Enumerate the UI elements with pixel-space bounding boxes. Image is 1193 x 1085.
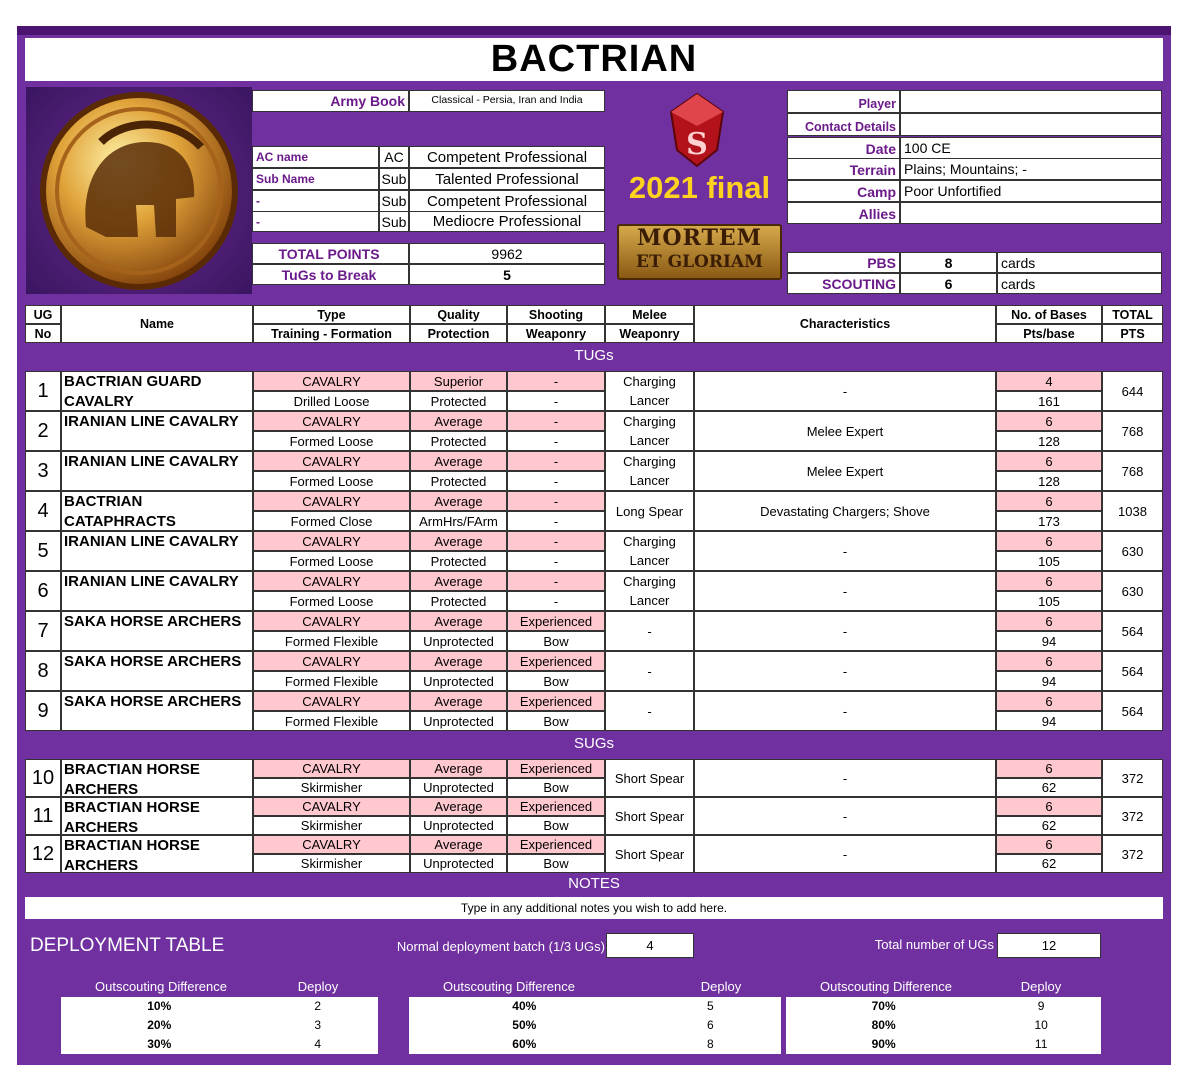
unit-row[interactable] <box>17 411 1171 451</box>
name-header: Name <box>61 305 253 343</box>
unit-shooting: - <box>507 571 605 591</box>
deploy-label: Deploy <box>700 979 742 994</box>
unit-melee: Charging Lancer <box>605 571 694 611</box>
unit-melee: Long Spear <box>605 491 694 531</box>
unit-quality: Average <box>410 691 507 711</box>
unit-training: Skirmisher <box>253 816 410 835</box>
unit-quality: Average <box>410 411 507 431</box>
unit-melee: - <box>605 651 694 691</box>
info-label: Contact Details <box>787 113 900 136</box>
general-code: AC <box>379 146 409 168</box>
unit-protection: ArmHrs/FArm <box>410 511 507 531</box>
ug-subheader: No <box>25 324 61 343</box>
unit-training: Skirmisher <box>253 778 410 797</box>
deployment-table <box>786 997 1101 1054</box>
logo-year: 2021 final <box>628 170 771 205</box>
unit-quality: Average <box>410 491 507 511</box>
army-title: BACTRIAN <box>490 38 698 80</box>
scouting-unit: cards <box>997 273 1162 294</box>
shooting-subheader: Weaponry <box>507 324 605 343</box>
melee-subheader: Weaponry <box>605 324 694 343</box>
info-label: Terrain <box>787 158 900 180</box>
unit-name: BACTRIAN CATAPHRACTS <box>61 491 253 531</box>
unit-name: IRANIAN LINE CAVALRY <box>61 411 253 451</box>
unit-total-pts: 630 <box>1102 531 1163 571</box>
unit-row[interactable] <box>17 691 1171 731</box>
unit-bases: 4 <box>996 371 1102 391</box>
ug-number: 11 <box>25 797 61 835</box>
unit-characteristics: - <box>694 651 996 691</box>
unit-type: CAVALRY <box>253 797 410 816</box>
unit-quality: Average <box>410 835 507 854</box>
unit-melee: Short Spear <box>605 759 694 797</box>
unit-melee: Short Spear <box>605 835 694 873</box>
unit-shooting: Experienced <box>507 651 605 671</box>
unit-protection: Unprotected <box>410 631 507 651</box>
unit-melee: - <box>605 691 694 731</box>
unit-type: CAVALRY <box>253 371 410 391</box>
unit-quality: Superior <box>410 371 507 391</box>
deployment-title: DEPLOYMENT TABLE <box>30 935 225 956</box>
outscouting-diff: 70% <box>871 999 896 1013</box>
unit-row[interactable] <box>17 651 1171 691</box>
unit-type: CAVALRY <box>253 651 410 671</box>
unit-bases: 6 <box>996 797 1102 816</box>
batch-label: Normal deployment batch (1/3 UGs) <box>396 939 605 954</box>
unit-shooting: - <box>507 451 605 471</box>
unit-type: CAVALRY <box>253 411 410 431</box>
unit-pts-per-base: 62 <box>996 854 1102 873</box>
unit-melee: Charging Lancer <box>605 411 694 451</box>
outscouting-diff: 20% <box>147 1018 172 1032</box>
deploy-count: 4 <box>314 1037 322 1051</box>
unit-characteristics: - <box>694 611 996 651</box>
info-label: Allies <box>787 202 900 224</box>
unit-type: CAVALRY <box>253 531 410 551</box>
unit-total-pts: 644 <box>1102 371 1163 411</box>
mortem-logo <box>612 90 787 285</box>
unit-shooting: Experienced <box>507 835 605 854</box>
deploy-count: 11 <box>1034 1037 1048 1051</box>
unit-pts-per-base: 173 <box>996 511 1102 531</box>
unit-total-pts: 768 <box>1102 451 1163 491</box>
unit-type: CAVALRY <box>253 835 410 854</box>
unit-bases: 6 <box>996 835 1102 854</box>
deploy-count: 3 <box>314 1018 322 1032</box>
info-label: Camp <box>787 180 900 202</box>
unit-row[interactable] <box>17 531 1171 571</box>
svg-text:S: S <box>686 127 708 162</box>
info-label: Player <box>787 90 900 113</box>
unit-pts-per-base: 128 <box>996 431 1102 451</box>
ug-number: 7 <box>25 611 61 651</box>
unit-melee: Charging Lancer <box>605 451 694 491</box>
unit-total-pts: 372 <box>1102 835 1163 873</box>
unit-protection: Unprotected <box>410 816 507 835</box>
unit-name: BACTRIAN GUARD CAVALRY <box>61 371 253 411</box>
unit-protection: Unprotected <box>410 854 507 873</box>
unit-type: CAVALRY <box>253 691 410 711</box>
tugs-to-break-value: 5 <box>409 264 605 285</box>
unit-training: Drilled Loose <box>253 391 410 411</box>
info-label: Date <box>787 137 900 159</box>
sugs-section-label: SUGs <box>573 735 614 752</box>
deployment-table <box>409 997 781 1054</box>
pbs-label: PBS <box>787 252 900 273</box>
unit-training: Formed Loose <box>253 471 410 491</box>
logo-mortem: MORTEM <box>637 225 762 251</box>
ug-number: 2 <box>25 411 61 451</box>
unit-quality: Average <box>410 611 507 631</box>
unit-melee: - <box>605 611 694 651</box>
unit-characteristics: Devastating Chargers; Shove <box>694 491 996 531</box>
outscouting-diff: 60% <box>512 1037 537 1051</box>
unit-bases: 6 <box>996 531 1102 551</box>
general-code: Sub <box>379 211 409 232</box>
unit-bases: 6 <box>996 691 1102 711</box>
unit-row[interactable] <box>17 759 1171 797</box>
unit-total-pts: 564 <box>1102 651 1163 691</box>
army-title-box <box>25 38 1163 81</box>
unit-training: Skirmisher <box>253 854 410 873</box>
unit-type: CAVALRY <box>253 491 410 511</box>
unit-quality: Average <box>410 797 507 816</box>
unit-name: BRACTIAN HORSE ARCHERS <box>61 797 253 835</box>
unit-shooting: - <box>507 411 605 431</box>
unit-shooting: Experienced <box>507 611 605 631</box>
unit-protection: Protected <box>410 471 507 491</box>
unit-training: Formed Close <box>253 511 410 531</box>
type-header: Type <box>253 305 410 324</box>
unit-training: Formed Loose <box>253 591 410 611</box>
ug-number: 9 <box>25 691 61 731</box>
unit-shooting: Experienced <box>507 759 605 778</box>
total-points-label: TOTAL POINTS <box>252 243 409 264</box>
unit-name: BRACTIAN HORSE ARCHERS <box>61 759 253 797</box>
unit-pts-per-base: 128 <box>996 471 1102 491</box>
unit-name: SAKA HORSE ARCHERS <box>61 691 253 731</box>
unit-characteristics: - <box>694 371 996 411</box>
unit-bases: 6 <box>996 611 1102 631</box>
quality-subheader: Protection <box>410 324 507 343</box>
unit-weaponry: Bow <box>507 778 605 797</box>
unit-weaponry: Bow <box>507 711 605 731</box>
unit-weaponry: - <box>507 471 605 491</box>
unit-type: CAVALRY <box>253 611 410 631</box>
scouting-label: SCOUTING <box>787 273 900 294</box>
unit-shooting: Experienced <box>507 797 605 816</box>
unit-row[interactable] <box>17 451 1171 491</box>
deploy-count: 10 <box>1034 1018 1048 1032</box>
unit-pts-per-base: 94 <box>996 671 1102 691</box>
unit-total-pts: 564 <box>1102 611 1163 651</box>
unit-weaponry: - <box>507 431 605 451</box>
deploy-count: 9 <box>1037 999 1045 1013</box>
general-label: AC name <box>252 146 379 168</box>
notes-field[interactable]: Type in any additional notes you wish to add here. <box>25 897 1163 919</box>
unit-weaponry: - <box>507 511 605 531</box>
info-value[interactable] <box>900 202 1162 224</box>
total-header: TOTAL <box>1102 305 1163 324</box>
outscouting-diff-label: Outscouting Difference <box>820 979 952 994</box>
unit-bases: 6 <box>996 571 1102 591</box>
outscouting-diff-label: Outscouting Difference <box>443 979 575 994</box>
spartan-helmet-icon <box>26 87 252 294</box>
general-quality[interactable]: Competent Professional <box>409 146 605 168</box>
outscouting-diff: 30% <box>147 1037 172 1051</box>
type-subheader: Training - Formation <box>253 324 410 343</box>
bases-header: No. of Bases <box>996 305 1102 324</box>
unit-protection: Protected <box>410 391 507 411</box>
unit-name: IRANIAN LINE CAVALRY <box>61 531 253 571</box>
deploy-label: Deploy <box>1020 979 1062 994</box>
general-label: Sub Name <box>252 168 379 190</box>
unit-weaponry: - <box>507 591 605 611</box>
unit-protection: Protected <box>410 431 507 451</box>
info-value[interactable]: 100 CE <box>900 137 1162 159</box>
unit-bases: 6 <box>996 491 1102 511</box>
deploy-count: 2 <box>314 999 322 1013</box>
tugs-to-break-label: TuGs to Break <box>252 264 409 285</box>
unit-protection: Protected <box>410 551 507 571</box>
unit-quality: Average <box>410 759 507 778</box>
unit-shooting: - <box>507 491 605 511</box>
notes-label: NOTES <box>568 875 620 892</box>
unit-weaponry: Bow <box>507 631 605 651</box>
general-code: Sub <box>379 190 409 212</box>
ug-number: 12 <box>25 835 61 873</box>
general-label: - <box>252 211 379 232</box>
outscouting-diff: 90% <box>871 1037 896 1051</box>
army-emblem <box>26 87 252 294</box>
characteristics-header: Characteristics <box>694 305 996 343</box>
unit-bases: 6 <box>996 651 1102 671</box>
shooting-header: Shooting <box>507 305 605 324</box>
unit-weaponry: Bow <box>507 816 605 835</box>
total-ugs-label: Total number of UGs <box>874 937 994 952</box>
dice-icon <box>667 92 727 170</box>
unit-total-pts: 372 <box>1102 797 1163 835</box>
unit-row[interactable] <box>17 835 1171 873</box>
mortem-badge <box>617 224 782 280</box>
ug-number: 8 <box>25 651 61 691</box>
unit-quality: Average <box>410 651 507 671</box>
army-book-value[interactable]: Classical - Persia, Iran and India <box>409 90 605 112</box>
outscouting-diff-label: Outscouting Difference <box>95 979 227 994</box>
pbs-value: 8 <box>900 252 997 273</box>
info-value[interactable]: Poor Unfortified <box>900 180 1162 202</box>
unit-shooting: Experienced <box>507 691 605 711</box>
unit-pts-per-base: 161 <box>996 391 1102 411</box>
unit-pts-per-base: 105 <box>996 591 1102 611</box>
unit-pts-per-base: 94 <box>996 631 1102 651</box>
batch-value: 4 <box>606 933 694 958</box>
ug-number: 4 <box>25 491 61 531</box>
unit-shooting: - <box>507 531 605 551</box>
unit-characteristics: - <box>694 797 996 835</box>
unit-training: Formed Flexible <box>253 671 410 691</box>
unit-characteristics: - <box>694 571 996 611</box>
army-book-label: Army Book <box>252 90 409 112</box>
unit-name: IRANIAN LINE CAVALRY <box>61 451 253 491</box>
unit-type: CAVALRY <box>253 571 410 591</box>
unit-row[interactable] <box>17 571 1171 611</box>
unit-name: SAKA HORSE ARCHERS <box>61 651 253 691</box>
general-quality[interactable]: Competent Professional <box>409 190 605 212</box>
info-value[interactable] <box>900 113 1162 136</box>
info-value[interactable]: Plains; Mountains; - <box>900 158 1162 180</box>
unit-pts-per-base: 105 <box>996 551 1102 571</box>
deploy-count: 8 <box>706 1037 714 1051</box>
unit-bases: 6 <box>996 759 1102 778</box>
unit-type: CAVALRY <box>253 451 410 471</box>
outscouting-diff: 50% <box>512 1018 537 1032</box>
total-points-value: 9962 <box>409 243 605 264</box>
unit-weaponry: Bow <box>507 854 605 873</box>
unit-training: Formed Loose <box>253 431 410 451</box>
unit-pts-per-base: 62 <box>996 816 1102 835</box>
unit-bases: 6 <box>996 411 1102 431</box>
general-quality[interactable]: Talented Professional <box>409 168 605 190</box>
logo-et-gloriam: ET GLORIAM <box>636 252 763 272</box>
unit-bases: 6 <box>996 451 1102 471</box>
unit-total-pts: 372 <box>1102 759 1163 797</box>
unit-characteristics: - <box>694 759 996 797</box>
unit-total-pts: 564 <box>1102 691 1163 731</box>
info-value[interactable] <box>900 90 1162 113</box>
unit-name: SAKA HORSE ARCHERS <box>61 611 253 651</box>
unit-characteristics: - <box>694 531 996 571</box>
unit-shooting: - <box>507 371 605 391</box>
unit-melee: Charging Lancer <box>605 371 694 411</box>
unit-protection: Unprotected <box>410 778 507 797</box>
army-sheet <box>17 26 1171 1065</box>
ug-number: 1 <box>25 371 61 411</box>
unit-pts-per-base: 94 <box>996 711 1102 731</box>
scouting-value: 6 <box>900 273 997 294</box>
unit-weaponry: - <box>507 551 605 571</box>
unit-protection: Unprotected <box>410 671 507 691</box>
unit-characteristics: - <box>694 835 996 873</box>
quality-header: Quality <box>410 305 507 324</box>
pbs-unit: cards <box>997 252 1162 273</box>
ug-number: 6 <box>25 571 61 611</box>
outscouting-diff: 80% <box>871 1018 896 1032</box>
melee-header: Melee <box>605 305 694 324</box>
deploy-label: Deploy <box>297 979 339 994</box>
unit-training: Formed Loose <box>253 551 410 571</box>
unit-total-pts: 630 <box>1102 571 1163 611</box>
unit-quality: Average <box>410 531 507 551</box>
general-label: - <box>252 190 379 212</box>
unit-pts-per-base: 62 <box>996 778 1102 797</box>
unit-name: BRACTIAN HORSE ARCHERS <box>61 835 253 873</box>
unit-characteristics: Melee Expert <box>694 451 996 491</box>
unit-row[interactable] <box>17 611 1171 651</box>
general-code: Sub <box>379 168 409 190</box>
unit-row[interactable] <box>17 371 1171 411</box>
bases-subheader: Pts/base <box>996 324 1102 343</box>
unit-total-pts: 768 <box>1102 411 1163 451</box>
unit-characteristics: Melee Expert <box>694 411 996 451</box>
ug-number: 10 <box>25 759 61 797</box>
unit-quality: Average <box>410 451 507 471</box>
tugs-section-label: TUGs <box>574 347 614 364</box>
deploy-count: 6 <box>706 1018 714 1032</box>
unit-protection: Unprotected <box>410 711 507 731</box>
unit-characteristics: - <box>694 691 996 731</box>
deployment-table <box>61 997 378 1054</box>
unit-name: IRANIAN LINE CAVALRY <box>61 571 253 611</box>
ug-number: 3 <box>25 451 61 491</box>
unit-weaponry: - <box>507 391 605 411</box>
outscouting-diff: 40% <box>512 999 537 1013</box>
unit-total-pts: 1038 <box>1102 491 1163 531</box>
unit-row[interactable] <box>17 491 1171 531</box>
outscouting-diff: 10% <box>147 999 172 1013</box>
unit-weaponry: Bow <box>507 671 605 691</box>
unit-training: Formed Flexible <box>253 631 410 651</box>
total-ugs-value: 12 <box>997 933 1101 958</box>
ug-number: 5 <box>25 531 61 571</box>
general-quality[interactable]: Mediocre Professional <box>409 211 605 232</box>
unit-melee: Charging Lancer <box>605 531 694 571</box>
total-subheader: PTS <box>1102 324 1163 343</box>
unit-type: CAVALRY <box>253 759 410 778</box>
unit-row[interactable] <box>17 797 1171 835</box>
deploy-count: 5 <box>706 999 714 1013</box>
unit-melee: Short Spear <box>605 797 694 835</box>
unit-protection: Protected <box>410 591 507 611</box>
unit-quality: Average <box>410 571 507 591</box>
unit-training: Formed Flexible <box>253 711 410 731</box>
ug-header: UG <box>25 305 61 324</box>
